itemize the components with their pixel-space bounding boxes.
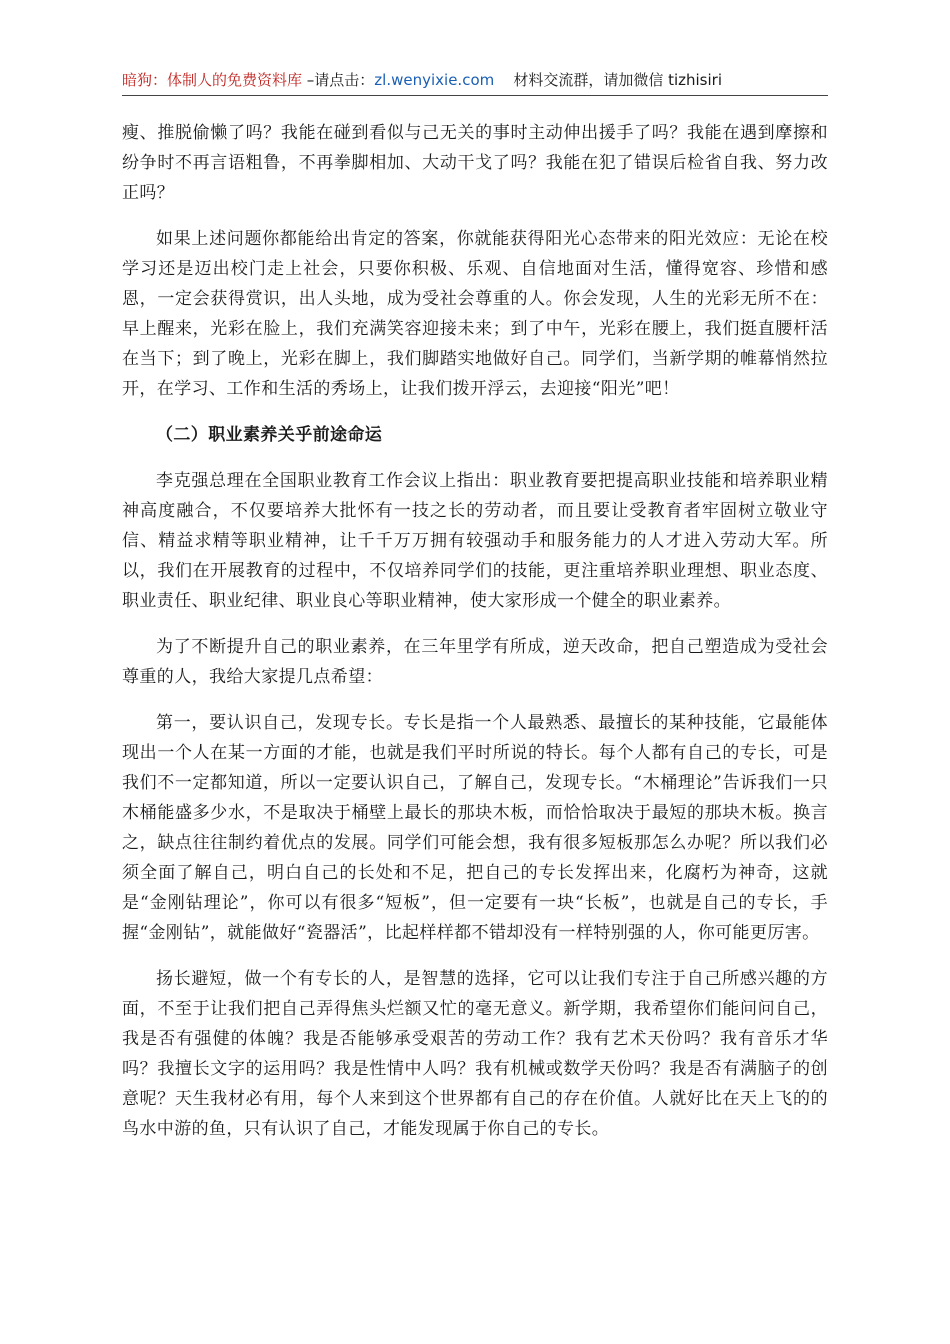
- header-divider: [122, 95, 828, 96]
- paragraph: 第一，要认识自己，发现专长。专长是指一个人最熟悉、最擅长的某种技能，它最能体现出一个人在某一方面的才能，也就是我们平时所说的特长。每个人都有自己的专长，可是我们不一定都知道，所以一定要认识自己，了解自己，发现专长。“木桶理论”告诉我们一只木桶能盛多少水，不是取决于桶壁上最长的那块木板，而恰恰取决于最短的那块木板。换言之，缺点往往制约着优点的发展。同学们可能会想，我有很多短板那怎么办呢？所以我们必须全面了解自己，明白自己的长处和不足，把自己的专长发挥出来，化腐朽为神奇，这就是“金刚钻理论”，你可以有很多“短板”，但一定要有一块“长板”，也就是自己的专长，手握“金刚钻”，就能做好“瓷器活”，比起样样都不错却没有一样特别强的人，你可能更厉害。: [122, 713, 828, 943]
- header-contact-note: 材料交流群，请加微信 tizhisiri: [513, 71, 722, 89]
- page-header: [122, 70, 828, 90]
- header-site-title: 暗狗：体制人的免费资料库: [122, 71, 303, 89]
- paragraph: 如果上述问题你都能给出肯定的答案，你就能获得阳光心态带来的阳光效应：无论在校学习还是迈出校门走上社会，只要你积极、乐观、自信地面对生活，懂得宽容、珍惜和感恩，一定会获得赏识，出人头地，成为受社会尊重的人。你会发现，人生的光彩无所不在：早上醒来，光彩在脸上，我们充满笑容迎接未来；到了中午，光彩在腰上，我们挺直腰杆活在当下；到了晚上，光彩在脚上，我们脚踏实地做好自己。同学们，当新学期的帷幕悄然拉开，在学习、工作和生活的秀场上，让我们拨开浮云，去迎接“阳光”吧！: [122, 229, 828, 399]
- paragraph: 扬长避短，做一个有专长的人，是智慧的选择，它可以让我们专注于自己所感兴趣的方面，不至于让我们把自己弄得焦头烂额又忙的毫无意义。新学期，我希望你们能问问自己，我是否有强健的体魄？我是否能够承受艰苦的劳动工作？我有艺术天份吗？我有音乐才华吗？我擅长文字的运用吗？我是性情中人吗？我有机械或数学天份吗？我是否有满脑子的创意呢？天生我材必有用，每个人来到这个世界都有自己的存在价值。人就好比在天上飞的的鸟水中游的鱼，只有认识了自己，才能发现属于你自己的专长。: [122, 969, 828, 1139]
- header-link[interactable]: zl.wenyixie.com: [374, 71, 495, 89]
- paragraph-continuation: 瘦、推脱偷懒了吗？我能在碰到看似与己无关的事时主动伸出援手了吗？我能在遇到摩擦和纷争时不再言语粗鲁，不再拳脚相加、大动干戈了吗？我能在犯了错误后检省自我、努力改正吗？: [122, 123, 828, 203]
- paragraph: 李克强总理在全国职业教育工作会议上指出：职业教育要把提高职业技能和培养职业精神高度融合，不仅要培养大批怀有一技之长的劳动者，而且要让受教育者牢固树立敬业守信、精益求精等职业精神，让千千万万拥有较强动手和服务能力的人才进入劳动大军。所以，我们在开展教育的过程中，不仅培养同学们的技能，更注重培养职业理想、职业态度、职业责任、职业纪律、职业良心等职业精神，使大家形成一个健全的职业素养。: [122, 471, 828, 611]
- header-separator: –请点击：: [302, 71, 375, 89]
- document-body: [122, 118, 828, 1160]
- paragraph: 为了不断提升自己的职业素养，在三年里学有所成，逆天改命，把自己塑造成为受社会尊重的人，我给大家提几点希望：: [122, 637, 828, 687]
- section-heading: （二）职业素养关乎前途命运: [156, 425, 383, 445]
